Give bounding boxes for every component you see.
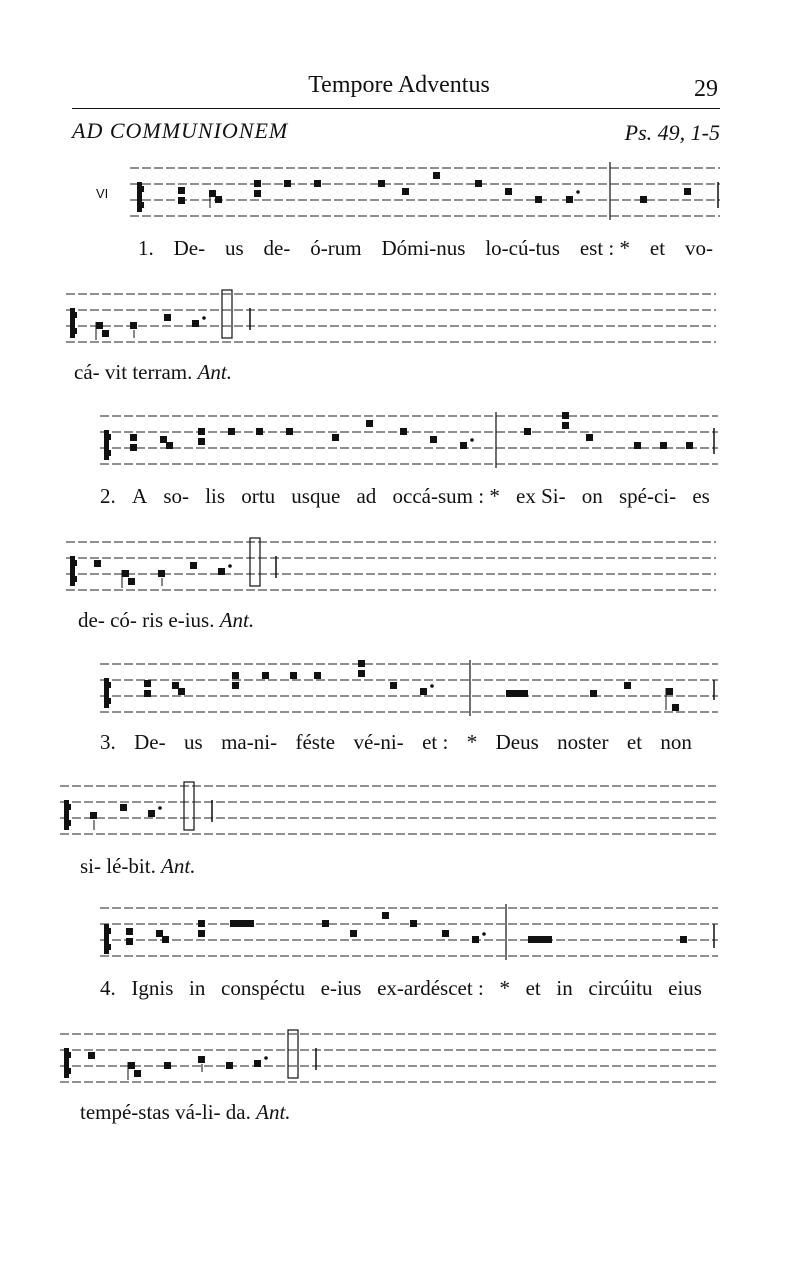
psalm-reference: Ps. 49, 1-5 (624, 120, 720, 145)
syllable: féste (295, 730, 336, 754)
verse-1-line-2 (74, 360, 232, 385)
verse-number: 3. (100, 730, 116, 754)
verse-3-line-1 (100, 730, 692, 755)
syllable: e-ius (320, 976, 362, 1000)
chant-staff-verse-3-a (100, 660, 725, 720)
syllable: non (660, 730, 692, 754)
verse-2-line-1 (100, 484, 710, 509)
syllable: si- (80, 854, 101, 878)
syllable: ex Si- (516, 484, 566, 508)
syllable: noster (557, 730, 609, 754)
syllable: so- (163, 484, 189, 508)
chant-staff-verse-2-a (100, 412, 725, 472)
syllable: on (581, 484, 603, 508)
syllable: et (525, 976, 541, 1000)
syllable: De- (173, 236, 206, 260)
running-title: Tempore Adventus (308, 72, 490, 98)
verse-1-line-1 (138, 236, 713, 261)
syllable: es (692, 484, 710, 508)
verse-number: 4. (100, 976, 116, 1000)
syllable: eius (668, 976, 702, 1000)
antiphon-marker: Ant. (197, 360, 233, 384)
syllable: ma-ni- (221, 730, 278, 754)
syllable: A (131, 484, 148, 508)
syllable: usque (291, 484, 341, 508)
syllable: vit (104, 360, 128, 384)
syllable: us (224, 236, 244, 260)
syllable: lis (205, 484, 226, 508)
chant-staff-verse-4-b (60, 1030, 725, 1090)
syllable: in (556, 976, 573, 1000)
syllable: cá- (74, 360, 100, 384)
syllable: Ignis (131, 976, 174, 1000)
syllable: occá-sum : * (392, 484, 500, 508)
syllable: Deus (495, 730, 539, 754)
verse-number: 2. (100, 484, 116, 508)
syllable: vé-ni- (353, 730, 404, 754)
syllable: * (499, 976, 510, 1000)
syllable: ortu (241, 484, 276, 508)
syllable: in (189, 976, 206, 1000)
syllable: lé-bit. (106, 854, 156, 878)
antiphon-marker: Ant. (161, 854, 196, 878)
syllable: ex-ardéscet : (377, 976, 484, 1000)
verse-4-line-2 (80, 1100, 291, 1125)
syllable: conspéctu (221, 976, 305, 1000)
syllable: terram. (132, 360, 193, 384)
chant-staff-verse-3-b (60, 782, 725, 842)
syllable: vá-li- (175, 1100, 221, 1124)
verse-3-line-2 (80, 854, 196, 879)
syllable: et : (422, 730, 449, 754)
syllable: e-ius. (168, 608, 215, 632)
syllable: lo-cú-tus (485, 236, 560, 260)
syllable: ad (356, 484, 377, 508)
antiphon-marker: Ant. (219, 608, 255, 632)
verse-4-line-1 (100, 976, 702, 1001)
page-number: 29 (694, 76, 718, 102)
mode-number: VI (96, 186, 109, 201)
syllable: de- (78, 608, 105, 632)
syllable: Dómi-nus (381, 236, 466, 260)
syllable: vo- (684, 236, 713, 260)
syllable: ris (142, 608, 164, 632)
syllable: est : * (579, 236, 631, 260)
syllable: De- (134, 730, 166, 754)
chant-staff-verse-1-b (66, 290, 726, 350)
chant-staff-verse-4-a (100, 904, 725, 964)
syllable: et (649, 236, 666, 260)
syllable: da. (225, 1100, 251, 1124)
chant-staff-verse-1-a (130, 162, 725, 222)
syllable: us (184, 730, 203, 754)
syllable: ó-rum (310, 236, 362, 260)
verse-2-line-2 (78, 608, 254, 633)
verse-number: 1. (138, 236, 154, 260)
syllable: de- (263, 236, 291, 260)
syllable: có- (110, 608, 137, 632)
header-rule (72, 108, 720, 109)
syllable: spé-ci- (619, 484, 677, 508)
section-title: AD COMMUNIONEM (72, 118, 289, 143)
syllable: et (626, 730, 643, 754)
syllable: * (466, 730, 478, 754)
antiphon-marker: Ant. (256, 1100, 291, 1124)
syllable: circúitu (588, 976, 653, 1000)
syllable: tempé-stas (80, 1100, 170, 1124)
chant-staff-verse-2-b (66, 538, 726, 598)
